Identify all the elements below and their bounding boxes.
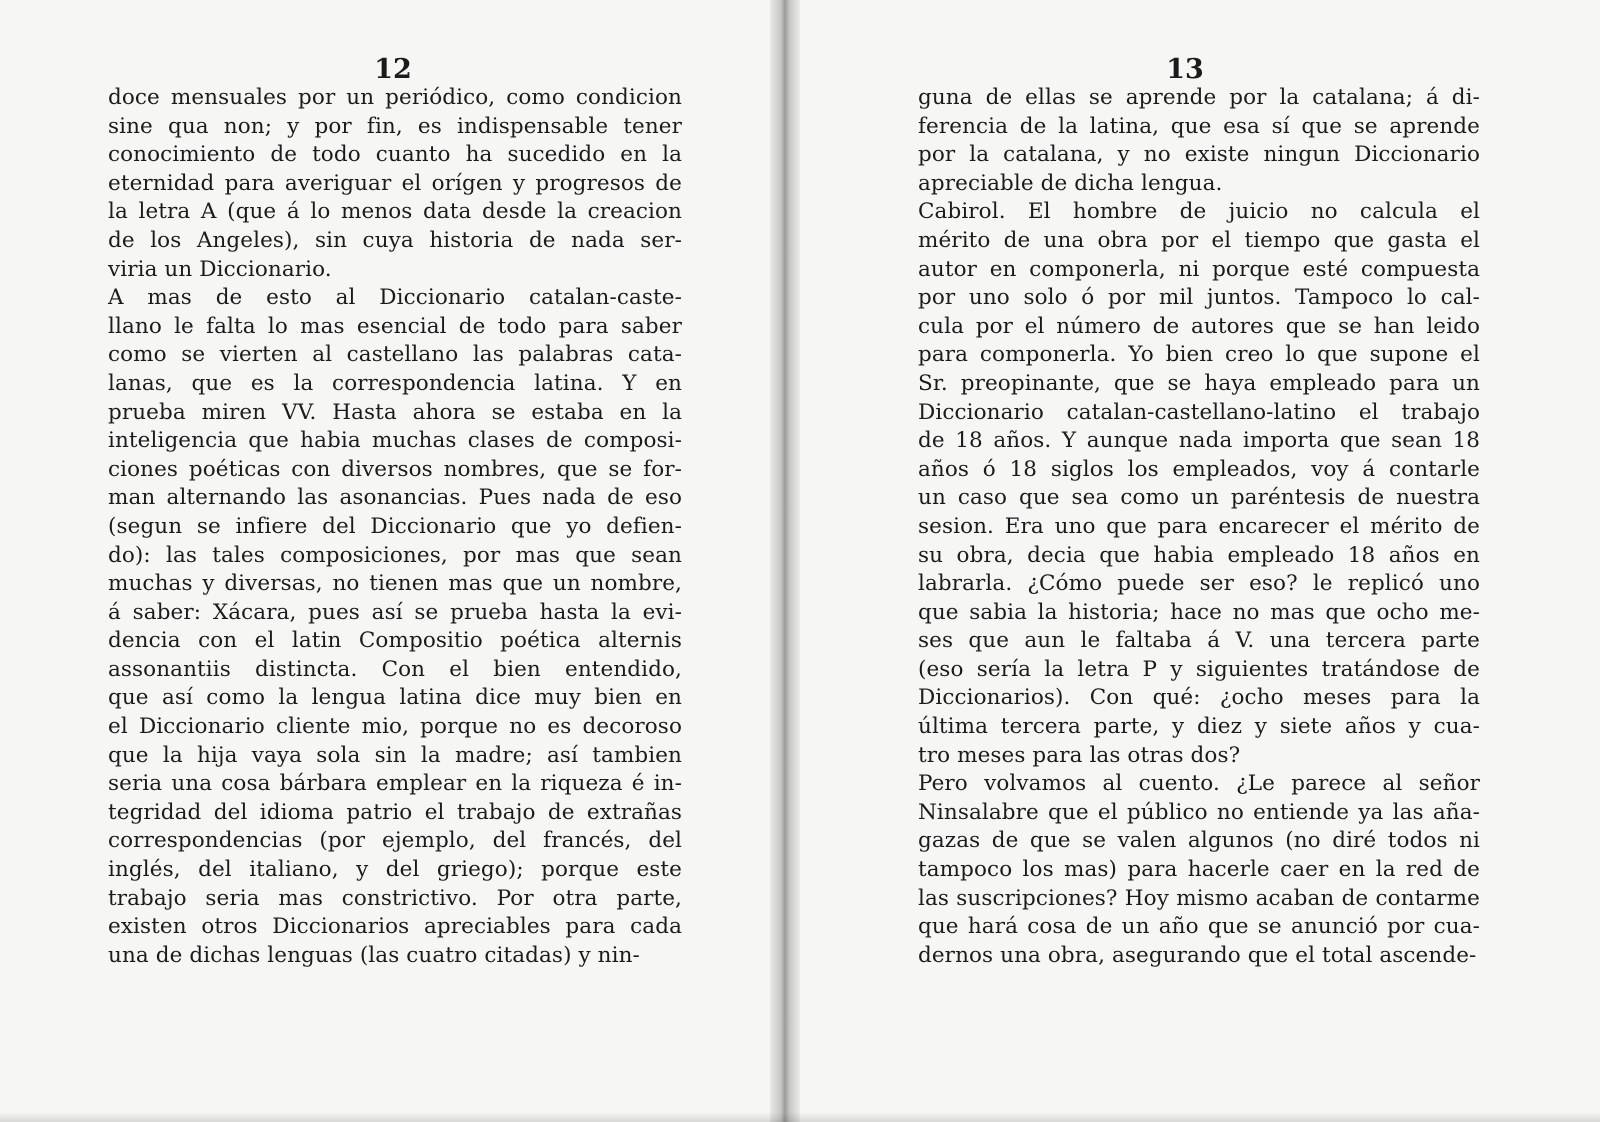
text-line: correspondencias (por ejemplo, del francés, del [108,828,682,854]
page-number: 13 [1166,54,1204,85]
text-line: que así como la lengua latina dice muy bien en [108,685,682,711]
text-line: assonantiis distincta. Con el bien entendido, [108,656,682,682]
text-line: años ó 18 siglos los empleados, voy á contarle [918,456,1480,482]
text-line: guna de ellas se aprende por la catalana; á di- [918,85,1480,110]
text-line: autor en componerla, ni porque esté compuesta [918,256,1480,282]
text-line: como se vierten al castellano las palabras cata- [108,342,682,368]
text-line: tro meses para las otras dos? [918,742,1241,768]
text-line: tegridad del idioma patrio el trabajo de extrañas [108,799,682,825]
text-line: gazas de que se valen algunos (no diré todos ni [918,828,1480,854]
text-line: labrarla. ¿Cómo puede ser eso? le replicó uno [918,571,1480,597]
text-line: que la hija vaya sola sin la madre; así tambien [108,742,682,768]
text-line: viria un Diccionario. [108,256,332,282]
text-line: eternidad para averiguar el orígen y progresos de [108,170,682,196]
text-line: ciones poéticas con diversos nombres, que se for- [108,456,682,482]
scan-edge-shadow [0,1112,1600,1122]
text-line: do): las tales composiciones, por mas que sean [108,542,682,568]
text-line: muchas y diversas, no tienen mas que un nombre, [108,571,682,597]
right-page [800,0,1600,1122]
text-line: para componerla. Yo bien creo lo que supone el [918,342,1480,368]
text-line: prueba miren VV. Hasta ahora se estaba en la [108,399,682,425]
text-line: Cabirol. El hombre de juicio no calcula el [918,199,1480,225]
text-line: una de dichas lenguas (las cuatro citadas) y nin- [108,942,640,968]
left-page [0,0,770,1122]
book-gutter [770,0,800,1122]
text-line: sesion. Era uno que para encarecer el mérito de [918,513,1480,539]
text-line: que hará cosa de un año que se anunció por cua- [918,914,1480,940]
text-line: de los Angeles), sin cuya historia de nada ser- [108,227,682,253]
text-line: un caso que sea como un paréntesis de nuestra [918,485,1480,511]
text-line: conocimiento de todo cuanto ha sucedido en la [108,142,682,168]
text-line: cula por el número de autores que se han leido [918,313,1480,339]
page-text [108,84,682,970]
text-line: apreciable de dicha lengua. [918,170,1223,196]
page-number: 12 [374,54,412,85]
text-line: ferencia de la latina, que esa sí que se aprende [918,113,1480,139]
text-line: existen otros Diccionarios apreciables para cada [108,914,682,940]
text-line: inglés, del italiano, y del griego); porque este [108,857,682,883]
text-line: la letra A (que á lo menos data desde la creacion [108,199,682,225]
text-line: dencia con el latin Compositio poética alternis [108,628,682,654]
text-line: el Diccionario cliente mio, porque no es decoroso [108,714,682,740]
text-line: A mas de esto al Diccionario catalan-caste- [108,285,682,311]
text-line: doce mensuales por un periódico, como condicion [108,85,682,110]
text-line: su obra, decia que habia empleado 18 años en [918,542,1480,568]
text-line: llano le falta lo mas esencial de todo para saber [108,313,682,339]
text-line: inteligencia que habia muchas clases de composi- [108,428,682,454]
text-line: Pero volvamos al cuento. ¿Le parece al señor [918,771,1480,797]
text-line: ses que aun le faltaba á V. una tercera parte [918,628,1480,654]
text-line: dernos una obra, asegurando que el total ascende- [918,942,1477,968]
text-line: Ninsalabre que el público no entiende ya las aña- [918,799,1480,825]
text-line: lanas, que es la correspondencia latina. Y en [108,370,682,396]
text-line: por la catalana, y no existe ningun Diccionario [918,142,1480,168]
text-line: tampoco los mas) para hacerle caer en la red de [918,857,1480,883]
text-line: mérito de una obra por el tiempo que gasta el [918,227,1480,253]
text-line: (segun se infiere del Diccionario que yo defien- [108,513,682,539]
text-line: á saber: Xácara, pues así se prueba hasta la evi- [108,599,682,625]
text-line: trabajo seria mas constrictivo. Por otra parte, [108,885,682,911]
page-text [918,84,1480,970]
text-line: (eso sería la letra P y siguientes tratándose de [918,656,1480,682]
text-line: sine qua non; y por fin, es indispensable tener [108,113,682,139]
text-line: las suscripciones? Hoy mismo acaban de contarme [918,885,1480,911]
text-line: última tercera parte, y diez y siete años y cua- [918,714,1480,740]
text-line: por uno solo ó por mil juntos. Tampoco lo cal- [918,285,1480,311]
text-line: man alternando las asonancias. Pues nada de eso [108,485,682,511]
text-line: seria una cosa bárbara emplear en la riqueza é in- [108,771,682,797]
text-line: Diccionario catalan-castellano-latino el trabajo [918,399,1480,425]
text-line: Sr. preopinante, que se haya empleado para un [918,370,1480,396]
text-line: de 18 años. Y aunque nada importa que sean 18 [918,428,1480,454]
text-line: que sabia la historia; hace no mas que ocho me- [918,599,1480,625]
text-line: Diccionarios). Con qué: ¿ocho meses para la [918,685,1480,711]
